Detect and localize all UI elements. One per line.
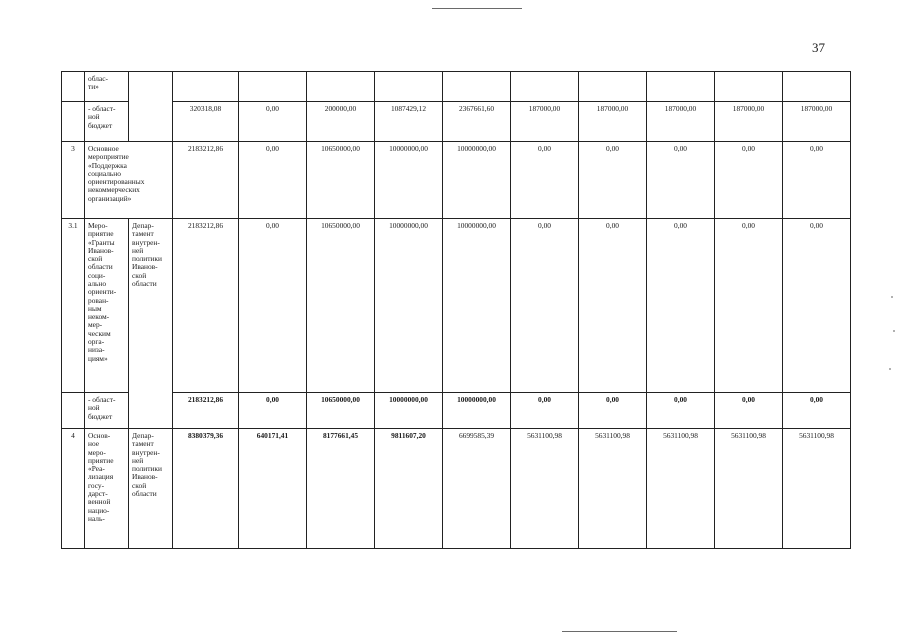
activity-name-cell-text: Меро- приятие «Гранты Иванов- ской области соци- ально ориенти- рован- ным неком- мер- ческим орга- низа- циям»	[88, 221, 117, 363]
amount-cell	[511, 142, 579, 219]
amount-cell	[239, 142, 307, 219]
amount-cell-text: 2183212,86	[187, 221, 224, 230]
amount-cell-text: 0,00	[742, 144, 755, 153]
amount-cell	[307, 393, 375, 429]
amount-cell-text: 200000,00	[324, 104, 357, 113]
amount-cell	[239, 102, 307, 142]
scan-speck	[893, 330, 895, 332]
row-number-cell	[62, 393, 85, 429]
amount-cell	[375, 219, 443, 393]
amount-cell	[443, 102, 511, 142]
amount-cell	[511, 429, 579, 549]
activity-name-cell	[85, 429, 129, 549]
amount-cell	[173, 429, 239, 549]
amount-cell	[783, 142, 851, 219]
amount-cell	[579, 429, 647, 549]
activity-name-cell	[85, 393, 129, 429]
amount-cell-text: 10650000,00	[321, 395, 360, 404]
table-row	[62, 72, 851, 102]
amount-cell	[783, 219, 851, 393]
activity-name-cell-text: - област- ной бюджет	[88, 395, 116, 421]
amount-cell	[715, 72, 783, 102]
amount-cell-text: 187000,00	[528, 104, 561, 113]
amount-cell	[783, 429, 851, 549]
activity-name-cell-text: облас- ти»	[88, 74, 108, 92]
amount-cell	[647, 393, 715, 429]
amount-cell-text: 5631100,98	[527, 431, 562, 440]
amount-cell-text: 10000000,00	[457, 221, 496, 230]
executor-cell	[129, 72, 173, 142]
executor-cell	[129, 219, 173, 429]
amount-cell	[511, 72, 579, 102]
amount-cell	[715, 219, 783, 393]
amount-cell	[173, 142, 239, 219]
row-number-cell	[62, 429, 85, 549]
table-row	[62, 219, 851, 393]
activity-name-cell	[85, 72, 129, 102]
amount-cell-text: 0,00	[674, 395, 687, 404]
bottom-scan-mark	[562, 631, 677, 632]
amount-cell-text: 0,00	[538, 144, 551, 153]
amount-cell-text: 0,00	[606, 395, 619, 404]
row-number-cell-text: 4	[71, 431, 75, 440]
amount-cell	[443, 72, 511, 102]
amount-cell-text: 187000,00	[664, 104, 697, 113]
amount-cell-text: 9811607,20	[391, 431, 426, 440]
amount-cell-text: 0,00	[538, 221, 551, 230]
amount-cell-text: 5631100,98	[663, 431, 698, 440]
amount-cell	[307, 102, 375, 142]
amount-cell	[173, 219, 239, 393]
amount-cell	[173, 72, 239, 102]
amount-cell-text: 10000000,00	[389, 144, 428, 153]
amount-cell	[443, 142, 511, 219]
scan-speck	[889, 368, 891, 370]
table-row	[62, 393, 851, 429]
row-number-cell-text: 3.1	[68, 221, 78, 230]
amount-cell-text: 10000000,00	[389, 221, 428, 230]
amount-cell-text: 0,00	[810, 144, 823, 153]
amount-cell-text: 8380379,36	[187, 431, 224, 440]
amount-cell-text: 10000000,00	[457, 144, 496, 153]
amount-cell-text: 0,00	[266, 395, 279, 404]
amount-cell	[511, 393, 579, 429]
amount-cell	[375, 72, 443, 102]
amount-cell-text: 2367661,60	[458, 104, 495, 113]
amount-cell-text: 6699585,39	[458, 431, 495, 440]
row-number-cell-text: 3	[71, 144, 75, 153]
amount-cell-text: 10000000,00	[389, 395, 428, 404]
amount-cell	[715, 429, 783, 549]
amount-cell	[173, 393, 239, 429]
executor-cell-text: Депар- тамент внутрен- ней политики Иванов- ской области	[132, 431, 162, 498]
executor-cell	[129, 429, 173, 549]
amount-cell	[579, 142, 647, 219]
amount-cell-text: 320318,08	[189, 104, 222, 113]
amount-cell-text: 2183212,86	[187, 395, 224, 404]
row-number-cell	[62, 142, 85, 219]
amount-cell	[647, 219, 715, 393]
amount-cell	[239, 393, 307, 429]
activity-name-cell	[85, 219, 129, 393]
amount-cell	[239, 219, 307, 393]
amount-cell	[647, 102, 715, 142]
amount-cell-text: 640171,41	[256, 431, 289, 440]
amount-cell	[307, 72, 375, 102]
amount-cell	[511, 102, 579, 142]
amount-cell-text: 10650000,00	[321, 144, 360, 153]
amount-cell-text: 10000000,00	[457, 395, 496, 404]
amount-cell	[647, 72, 715, 102]
amount-cell-text: 0,00	[742, 221, 755, 230]
amount-cell-text: 0,00	[674, 144, 687, 153]
table-row	[62, 429, 851, 549]
amount-cell	[443, 219, 511, 393]
amount-cell	[375, 393, 443, 429]
amount-cell	[307, 219, 375, 393]
amount-cell	[579, 72, 647, 102]
amount-cell-text: 5631100,98	[799, 431, 834, 440]
amount-cell	[783, 102, 851, 142]
amount-cell	[239, 72, 307, 102]
amount-cell-text: 0,00	[674, 221, 687, 230]
row-number-cell	[62, 72, 85, 102]
amount-cell-text: 0,00	[266, 104, 279, 113]
activity-name-cell	[85, 142, 173, 219]
amount-cell	[715, 102, 783, 142]
amount-cell	[443, 429, 511, 549]
amount-cell-text: 0,00	[810, 395, 823, 404]
amount-cell	[715, 142, 783, 219]
amount-cell	[783, 393, 851, 429]
amount-cell-text: 0,00	[266, 144, 279, 153]
amount-cell-text: 0,00	[606, 221, 619, 230]
amount-cell-text: 0,00	[606, 144, 619, 153]
amount-cell-text: 0,00	[810, 221, 823, 230]
amount-cell	[647, 142, 715, 219]
amount-cell	[783, 72, 851, 102]
amount-cell-text: 5631100,98	[595, 431, 630, 440]
activity-name-cell-text: - област- ной бюджет	[88, 104, 116, 130]
amount-cell	[375, 142, 443, 219]
amount-cell-text: 0,00	[538, 395, 551, 404]
top-scan-mark	[432, 8, 522, 9]
amount-cell	[579, 102, 647, 142]
amount-cell-text: 1087429,12	[390, 104, 427, 113]
table-row	[62, 142, 851, 219]
amount-cell	[173, 102, 239, 142]
amount-cell	[579, 219, 647, 393]
amount-cell-text: 2183212,86	[187, 144, 224, 153]
amount-cell	[307, 142, 375, 219]
amount-cell-text: 0,00	[266, 221, 279, 230]
amount-cell-text: 187000,00	[732, 104, 765, 113]
amount-cell	[375, 102, 443, 142]
amount-cell-text: 0,00	[742, 395, 755, 404]
amount-cell	[239, 429, 307, 549]
activity-name-cell-text: Основ- ное меро- приятие «Реа- лизация госу- дарст- венной нацио- наль-	[88, 431, 114, 523]
activity-name-cell	[85, 102, 129, 142]
amount-cell	[375, 429, 443, 549]
row-number-cell	[62, 102, 85, 142]
amount-cell-text: 187000,00	[800, 104, 833, 113]
executor-cell-text: Депар- тамент внутрен- ней политики Иванов- ской области	[132, 221, 162, 288]
amount-cell-text: 187000,00	[596, 104, 629, 113]
scan-speck	[891, 296, 893, 298]
amount-cell	[307, 429, 375, 549]
amount-cell	[443, 393, 511, 429]
page-number: 37	[812, 40, 825, 55]
row-number-cell	[62, 219, 85, 393]
budget-table	[61, 71, 851, 549]
amount-cell	[511, 219, 579, 393]
amount-cell	[715, 393, 783, 429]
amount-cell-text: 10650000,00	[321, 221, 360, 230]
amount-cell	[647, 429, 715, 549]
amount-cell	[579, 393, 647, 429]
amount-cell-text: 5631100,98	[731, 431, 766, 440]
table-row	[62, 102, 851, 142]
amount-cell-text: 8177661,45	[322, 431, 359, 440]
activity-name-cell-text: Основное мероприятие «Поддержка социально ориентированных некоммерческих организаций»	[88, 144, 145, 203]
